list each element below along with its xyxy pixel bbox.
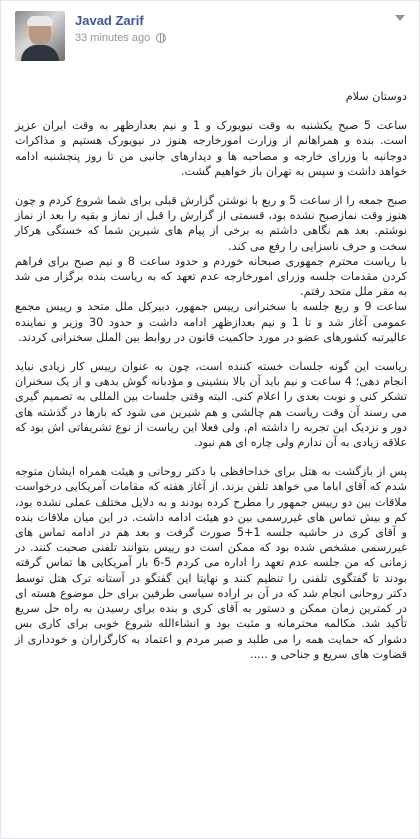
globe-icon: [156, 33, 166, 43]
avatar[interactable]: [15, 11, 65, 61]
post-body: [15, 89, 407, 662]
post-paragraph: پس از بازگشت به هتل برای خداحافظی با دکتر روحانی و هیئت همراه ایشان متوجه شدم که آقای اباما می خواهد تلفن بزند. از آغاز هفته که مقامات آمریکایی درخواست ملاقات بین دو رییس جمهور را مطرح کرده بودند و به دلایل مختلف عملی نشده بود، کم و بیش تماس های غیررسمی بین دو هیئت ادامه داشت. در این میان ملاقات بنده و آقای کری در حاشیه جلسه 1+5 صورت گرفت و بعد هم در ادامه تماس های غیررسمی مشخص شده بود که ممکن است دو رییس بتوانند تلفنی صحبت کنند. در زمانی که من جلسه عدم تعهد را اداره می کردم 5-6 بار آمریکایی ها تماس گرفته بودند تا گفتگوی تلفنی را تنظیم کنند و نهایتا این گفتگو در آستانه ترک هتل توسط دکتر روحانی انجام شد که در آن بر اراده سیاسی طرفین برای حل موضوع هسته ای در کمترین زمان ممکن و دستور به آقای کری و بنده برای رسیدن به راه حل سریع تأکید شد. مکالمه محترمانه و مثبت بود و انشاءالله شروع خوبی برای کاری بس دشوار که حمایت همه را می طلبد و صبر مردم و اعتماد به کارگزاران و خودداری از قضاوت های سریع و جناحی و .....: [15, 465, 408, 661]
post-paragraph: با ریاست محترم جمهوری صبحانه خوردم و حدود ساعت 8 و نیم صبح برای فراهم کردن مقدمات جلسه وزرای امورخارجه عدم تعهد که به ریاست بنده برگزار می شد به مقر ملل متحد رفتم.: [15, 254, 408, 299]
post-paragraph: صبح جمعه را از ساعت 5 و ربع با نوشتن گزارش قبلی برای شما شروع کردم و چون هنوز وقت نمازصبح نشده بود، قسمتی از گزارش را قبل از نماز و بقیه را بعد از نماز نوشتم. بعد هم نگاهی داشتم به برخی از پیام های شیرین شما که خستگی هرکار سخت و حرف ناسزایی را رفع می کند.: [15, 194, 407, 253]
post-paragraph: ساعت 5 صبح یکشنبه به وقت نیویورک و 1 و نیم بعدازظهر به وقت ایران عزیز است. بنده و همراهانم از وزارت امورخارجه هنوز در نیویورک هستیم و مذاکرات دوجانبه با وزرای خارجه و مصاحبه ها و دیدارهای جانبی من تا روز پنجشنبه ادامه خواهد داشت و سپس به تهران باز خواهیم گشت.: [15, 119, 408, 178]
avatar-body: [21, 45, 59, 61]
chevron-down-icon[interactable]: [395, 15, 405, 21]
post-paragraph: ریاست این گونه جلسات خسته کننده است، چون به عنوان رییس کار زیادی نباید انجام دهی؛ 4 ساعت و نیم باید آن بالا بنشینی و مؤدبانه گوش بدهی و از یک سخنران تشکر کنی و نوبت بعدی را اعلام کنی. البته وقتی جلسات بین المللی به تصمیم گیری می رسند آن وقت ریاست هم چالشی و هم شیرین می شود که بارها در گذشته های دور و نزدیک این تجربه را داشته ام. ولی فعلا این ریاست از نوع تشریفاتی اش بود که علاقه زیادی به آن ندارم ولی چاره ای هم نبود.: [15, 360, 407, 450]
post-header: [15, 11, 405, 63]
post-meta: [75, 32, 166, 44]
author-name[interactable]: Javad Zarif: [75, 13, 144, 28]
post-timestamp[interactable]: 33 minutes ago: [75, 32, 151, 44]
post-paragraph: ساعت 9 و ربع جلسه با سخنرانی رییس جمهور، دبیرکل ملل متحد و رییس مجمع عمومی آغاز شد و تا 1 و نیم بعدازظهر ادامه داشت و حدود 30 وزیر و نماینده عالیرتبه کشورهای عضو در مورد حاکمیت قانون در روابط بین الملل سخنرانی کردند.: [15, 300, 407, 344]
post-paragraph-greeting: دوستان سلام: [345, 90, 407, 103]
avatar-hair: [27, 16, 53, 26]
